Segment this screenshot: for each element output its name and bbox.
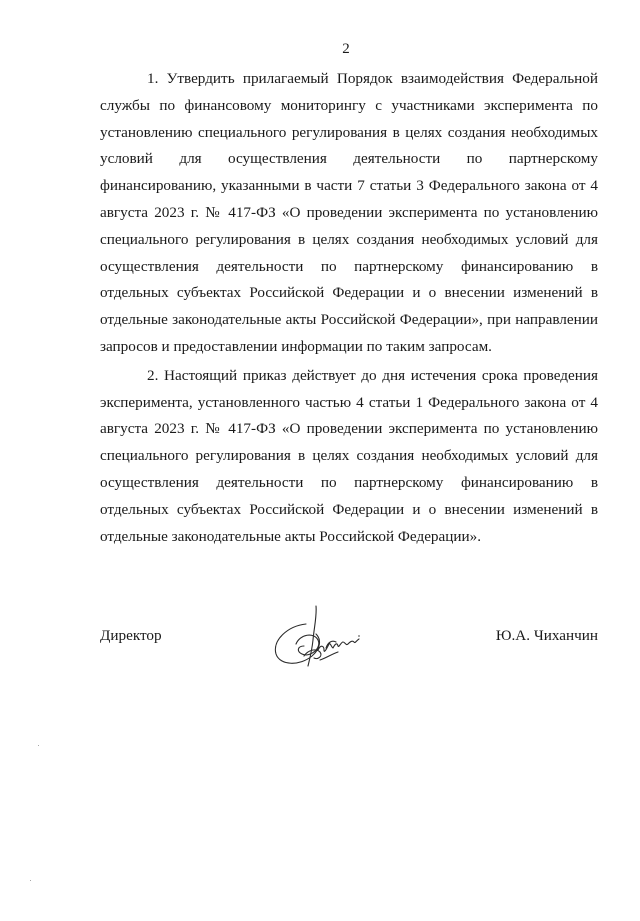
paragraph-1: 1. Утвердить прилагаемый Порядок взаимодействия Федеральной службы по финансовому мониторингу с участниками эксперимента по установлению специального регулирования в целях создания необходимых условий для осуществления деятельности по партнерскому финансированию, указанными в части 7 статьи 3 Федерального закона от 4 августа 2023 г. № 417-ФЗ «О проведении эксперимента по установлению специального регулирования в целях создания необходимых условий для осуществления деятельности по партнерскому финансированию в отдельных субъектах Российской Федерации и о внесении изменений в отдельные законодательные акты Российской Федерации», при направлении запросов и предоставлении информации по таким запросам. [100,70,598,355]
scan-speck [30,880,31,881]
page-number: 2 [342,41,350,57]
position-title: Директор [100,627,162,644]
scan-speck [358,635,360,637]
signature-block [100,626,598,706]
paragraph-2: 2. Настоящий приказ действует до дня истечения срока проведения эксперимента, установленного частью 4 статьи 1 Федерального закона от 4 августа 2023 г. № 417-ФЗ «О проведении эксперимента по установлению специального регулирования в целях создания необходимых условий для осуществления деятельности по партнерскому финансированию в отдельных субъектах Российской Федерации и о внесении изменений в отдельные законодательные акты Российской Федерации». [100,366,598,545]
signature-icon [266,604,366,674]
document-body [100,66,598,550]
scan-speck [38,745,39,746]
signer-name: Ю.А. Чиханчин [495,627,598,644]
